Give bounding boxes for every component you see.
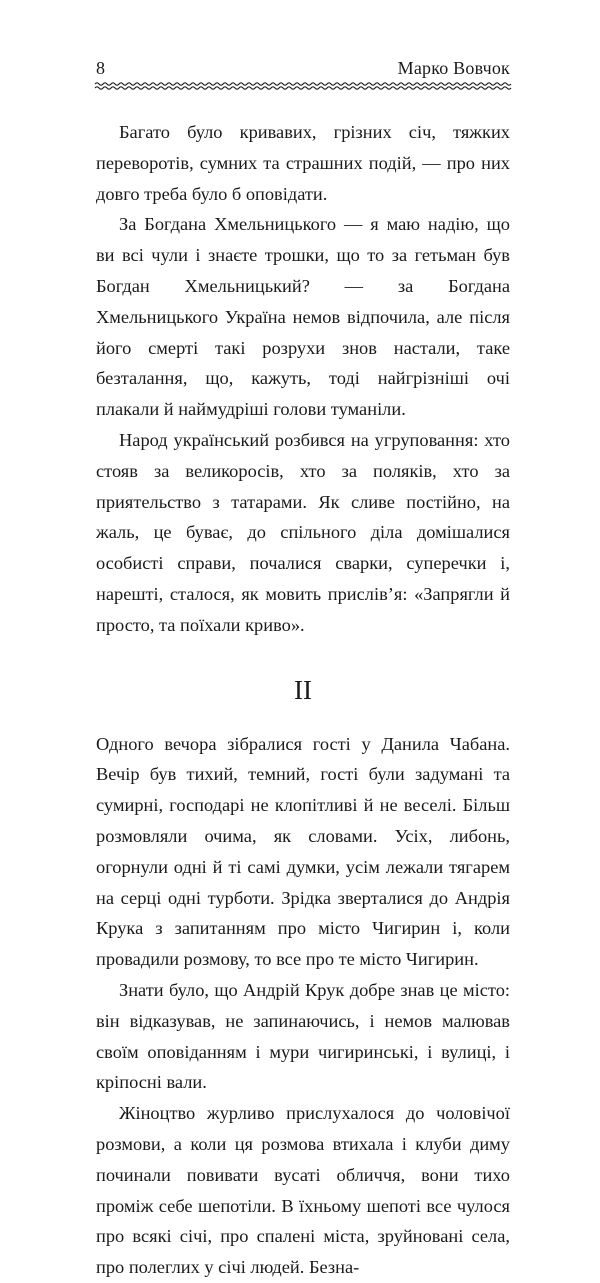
paragraph: За Богдана Хмельницького — я маю надію, що ви всі чули і знаєте трошки, що то за гетьман був Богдан Хмельницький? — за Богдана Хмельницького Україна немов відпочила, але після його смерті такі розрухи знов настали, таке безталання, що, кажуть, тоді найгрізніші очі плакали й наймудріші голови туманіли.: [96, 214, 510, 420]
chapter-heading: II: [294, 674, 312, 705]
body-text: [96, 117, 510, 1283]
paragraph: Одного вечора зібралися гості у Данила Чабана. Вечір був тихий, темний, гості були задумані та сумирні, господарі не клопітливі й не веселі. Більш розмовляли очима, як словами. Усіх, либонь, огорнули одні й ті самі думки, усім лежали тягарем на серці одні турботи. Зрідка зверталися до Андрія Крука з запитанням про місто Чигирин і, коли провадили розмову, то все про те місто Чигирин.: [96, 733, 510, 970]
paragraph: Багато було кривавих, грізних січ, тяжких переворотів, сумних та страшних подій, — про них довго треба було б оповідати.: [96, 122, 510, 204]
paragraph: Народ український розбився на угруповання: хто стояв за великоросів, хто за поляків, хто за приятельство з татарами. Як сливе постійно, на жаль, це буває, до спільного діла домішалися особисті справи, почалися сварки, суперечки і, нарешті, сталося, як мовить прислів’я: «Запрягли й просто, та поїхали криво».: [96, 429, 510, 635]
wavy-rule-ornament: [94, 80, 512, 92]
running-header-author: Марко Вовчок: [397, 58, 510, 78]
running-header: [96, 56, 510, 80]
paragraph: Жіноцтво журливо прислухалося до чоловічої розмови, а коли ця розмова втихала і клуби диму починали повивати вусаті обличчя, вони тихо проміж себе шепотіли. В їхньому шепоті все чулося про всякі січі, про спалені міста, зруйновані села, про полеглих у січі людей. Безна-: [96, 1103, 510, 1278]
page-number: 8: [96, 58, 105, 78]
paragraph: Знати було, що Андрій Крук добре знав це місто: він відказував, не запинаючись, і немов малював своїм оповіданням і мури чигиринські, і вулиці, і кріпосні вали.: [96, 979, 510, 1093]
